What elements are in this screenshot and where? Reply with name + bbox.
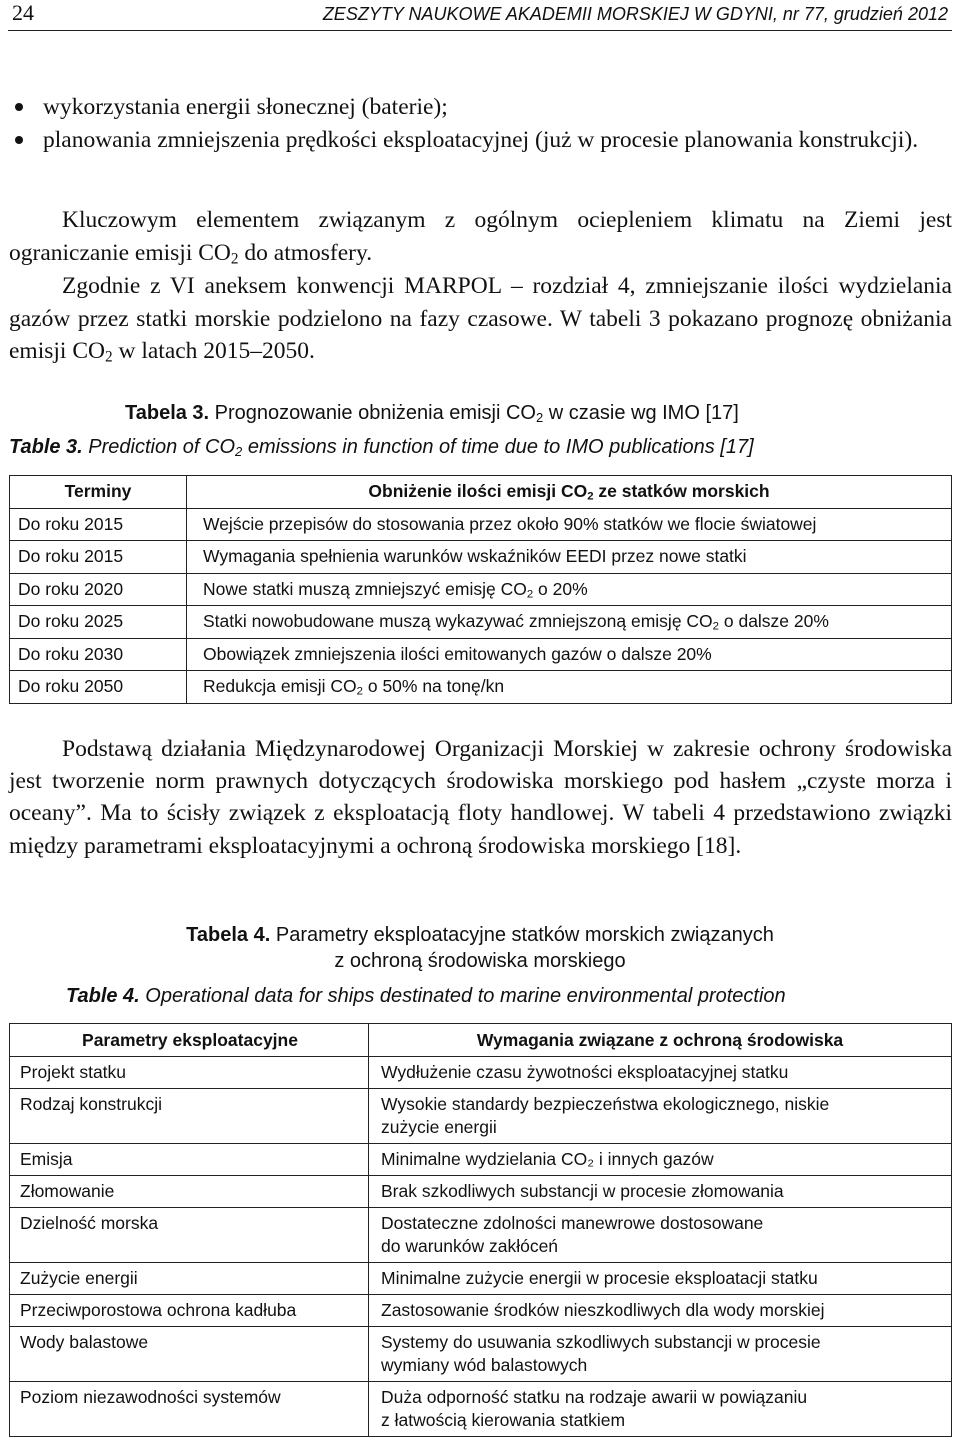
table-row <box>10 541 952 574</box>
table-cell: Wymagania spełnienia warunków wskaźników EEDI przez nowe statki <box>187 541 952 574</box>
table-cell: Redukcja emisji $CO_2$ o 50% na tonę/kn <box>187 671 952 704</box>
table-cell: Do roku 2015 <box>10 541 187 574</box>
table-cell: Wysokie standardy bezpieczeństwa ekologicznego, niskie zużycie energii <box>369 1089 952 1144</box>
table-row <box>10 1176 952 1208</box>
table-header-cell: Terminy <box>10 476 187 509</box>
table-header-cell: Obniżenie ilości emisji $CO_2$ ze statków morskich <box>187 476 952 509</box>
table3-caption-en: Table 3. Prediction of $CO_2$ emissions in function of time due to IMO publications [17] <box>9 436 754 459</box>
table-row <box>10 573 952 606</box>
page-number: 24 <box>12 0 34 25</box>
table4-caption-pl: Tabela 4. Parametry eksploatacyjne statków morskich związanych z ochroną środowiska morskiego <box>186 924 774 972</box>
table-cell: Nowe statki muszą zmniejszyć emisję $CO_2$ o 20% <box>187 573 952 606</box>
table-cell: Złomowanie <box>10 1176 369 1208</box>
table-cell: Przeciwporostowa ochrona kadłuba <box>10 1295 369 1327</box>
bullet-item: planowania zmniejszenia prędkości eksploatacyjnej (już w procesie planowania konstrukcji). <box>9 124 952 157</box>
table-cell: Wydłużenie czasu żywotności eksploatacyjnej statku <box>369 1057 952 1089</box>
paragraph: Kluczowym elementem związanym z ogólnym ociepleniem klimatu na Ziemi jest ograniczanie emisji $CO_2$ do atmosfery. <box>9 207 952 267</box>
table-cell: Do roku 2030 <box>10 638 187 671</box>
running-header <box>8 0 952 31</box>
table-row <box>10 1144 952 1176</box>
table-cell: Statki nowobudowane muszą wykazywać zmniejszoną emisję $CO_2$ o dalsze 20% <box>187 606 952 639</box>
table-row <box>10 1208 952 1263</box>
table-header-row <box>10 476 952 509</box>
table-cell: Do roku 2025 <box>10 606 187 639</box>
table-row <box>10 638 952 671</box>
table-row <box>10 508 952 541</box>
table-row <box>10 1263 952 1295</box>
table-cell: Zastosowanie środków nieszkodliwych dla wody morskiej <box>369 1295 952 1327</box>
journal-title: ZESZYTY NAUKOWE AKADEMII MORSKIEJ W GDYNI, nr 77, grudzień 2012 <box>322 4 948 24</box>
table-row <box>10 1295 952 1327</box>
table4-caption-en: Table 4. Operational data for ships destinated to marine environmental protection <box>66 985 786 1007</box>
table-row <box>10 1327 952 1382</box>
table-cell: Emisja <box>10 1144 369 1176</box>
table-cell: Rodzaj konstrukcji <box>10 1089 369 1144</box>
table-cell: Dostateczne zdolności manewrowe dostosowane do warunków zakłóceń <box>369 1208 952 1263</box>
table-row <box>10 1057 952 1089</box>
bullet-item: wykorzystania energii słonecznej (baterie); <box>9 91 952 124</box>
table-cell: Do roku 2015 <box>10 508 187 541</box>
table-cell: Wody balastowe <box>10 1327 369 1382</box>
table-cell: Projekt statku <box>10 1057 369 1089</box>
table-cell: Dzielność morska <box>10 1208 369 1263</box>
table-cell: Systemy do usuwania szkodliwych substancji w procesie wymiany wód balastowych <box>369 1327 952 1382</box>
table-row <box>10 1382 952 1437</box>
paragraph: Podstawą działania Międzynarodowej Organizacji Morskiej w zakresie ochrony środowiska jest tworzenie norm prawnych dotyczących środowiska morskiego pod hasłem „czyste morza i oceany”. Ma to ścisły związek z eksploatacją floty handlowej. W tabeli 4 przedstawiono związki między parametrami eksploatacyjnymi a ochroną środowiska morskiego [18]. <box>9 736 952 859</box>
table-cell: Duża odporność statku na rodzaje awarii w powiązaniu z łatwością kierowania statkiem <box>369 1382 952 1437</box>
table-cell: Do roku 2020 <box>10 573 187 606</box>
table-cell: Wejście przepisów do stosowania przez około 90% statków we flocie światowej <box>187 508 952 541</box>
table-cell: Minimalne zużycie energii w procesie eksploatacji statku <box>369 1263 952 1295</box>
table3 <box>9 475 952 704</box>
table-row <box>10 606 952 639</box>
table-cell: Poziom niezawodności systemów <box>10 1382 369 1437</box>
table-header-row <box>10 1024 952 1057</box>
table-row <box>10 671 952 704</box>
table-header-cell: Wymagania związane z ochroną środowiska <box>369 1024 952 1057</box>
table-cell: Zużycie energii <box>10 1263 369 1295</box>
table3-caption-pl: Tabela 3. Prognozowanie obniżenia emisji $CO_2$ w czasie wg IMO [17] <box>125 402 739 425</box>
table-cell: Obowiązek zmniejszenia ilości emitowanych gazów o dalsze 20% <box>187 638 952 671</box>
table-row <box>10 1089 952 1144</box>
table-cell: Do roku 2050 <box>10 671 187 704</box>
bullet-list <box>9 91 952 156</box>
table-cell: Minimalne wydzielania CO₂ i innych gazów <box>369 1144 952 1176</box>
table-cell: Brak szkodliwych substancji w procesie złomowania <box>369 1176 952 1208</box>
table4 <box>9 1023 952 1437</box>
table-header-cell: Parametry eksploatacyjne <box>10 1024 369 1057</box>
paragraph: Zgodnie z VI aneksem konwencji MARPOL – rozdział 4, zmniejszanie ilości wydzielania gazów przez statki morskie podzielono na fazy czasowe. W tabeli 3 pokazano prognozę obniżania emisji $CO_2$ w latach 2015–2050. <box>9 273 952 366</box>
